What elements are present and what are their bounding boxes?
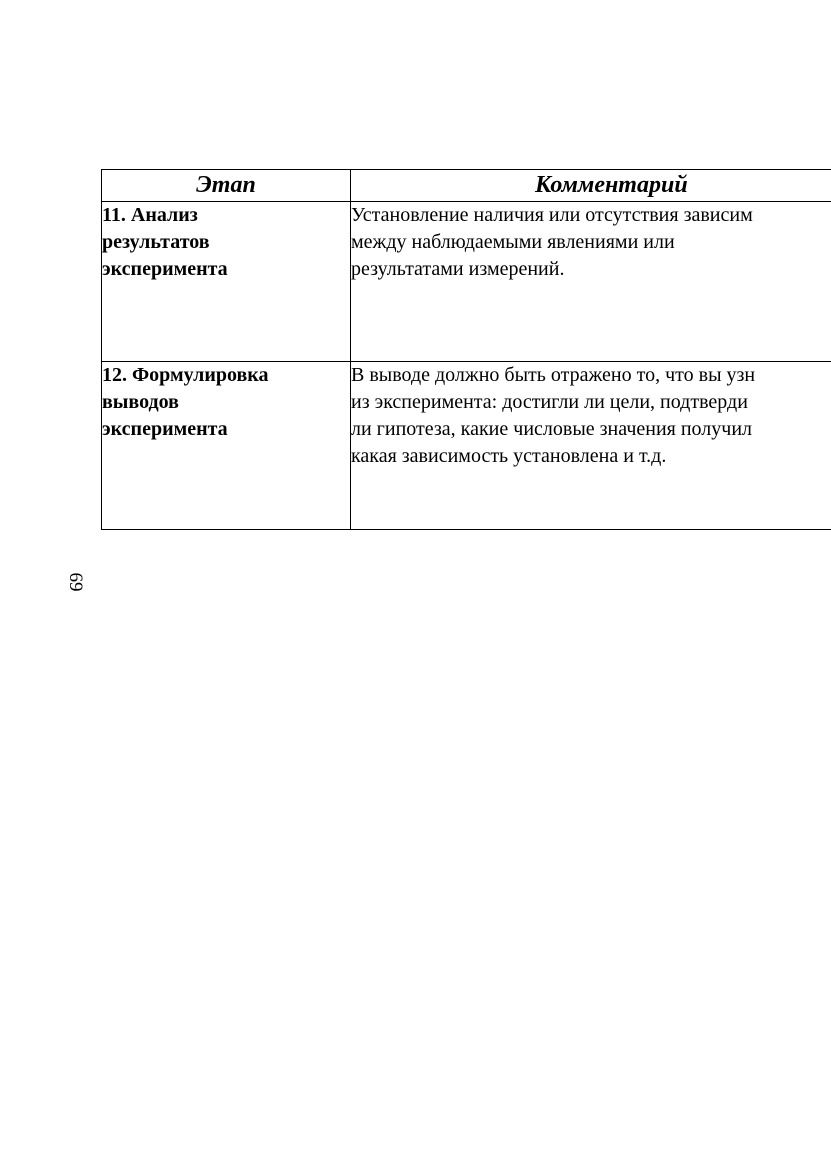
comment-line: Установление наличия или отсутствия зависим bbox=[351, 204, 753, 226]
stages-table-container bbox=[101, 169, 831, 533]
comment-line: результатами измерений. bbox=[351, 258, 565, 280]
comment-cell bbox=[351, 362, 831, 530]
comment-line: В выводе должно быть отражено то, что вы узн bbox=[351, 364, 756, 386]
stage-cell bbox=[102, 362, 351, 530]
table-header-row bbox=[102, 170, 831, 202]
comment-line: какая зависимость установлена и т.д. bbox=[351, 445, 667, 467]
stages-table bbox=[101, 169, 831, 530]
stage-line: результатов bbox=[102, 231, 210, 253]
stage-cell bbox=[102, 202, 351, 362]
comment-line: ли гипотеза, какие числовые значения получил bbox=[351, 418, 753, 440]
stage-line: выводов bbox=[102, 391, 179, 413]
comment-line: из эксперимента: достигли ли цели, подтверди bbox=[351, 391, 748, 413]
stage-line: эксперимента bbox=[102, 418, 228, 440]
comment-line: между наблюдаемыми явлениями или bbox=[351, 231, 675, 253]
stage-line: 12. Формулировка bbox=[102, 364, 269, 386]
page-number: 69 bbox=[65, 572, 86, 592]
table-row bbox=[102, 202, 831, 362]
table-row bbox=[102, 362, 831, 530]
stage-line: 11. Анализ bbox=[102, 204, 198, 226]
header-stage: Этап bbox=[102, 170, 351, 202]
header-comment: Комментарий bbox=[351, 170, 831, 202]
comment-cell bbox=[351, 202, 831, 362]
stage-line: эксперимента bbox=[102, 258, 228, 280]
